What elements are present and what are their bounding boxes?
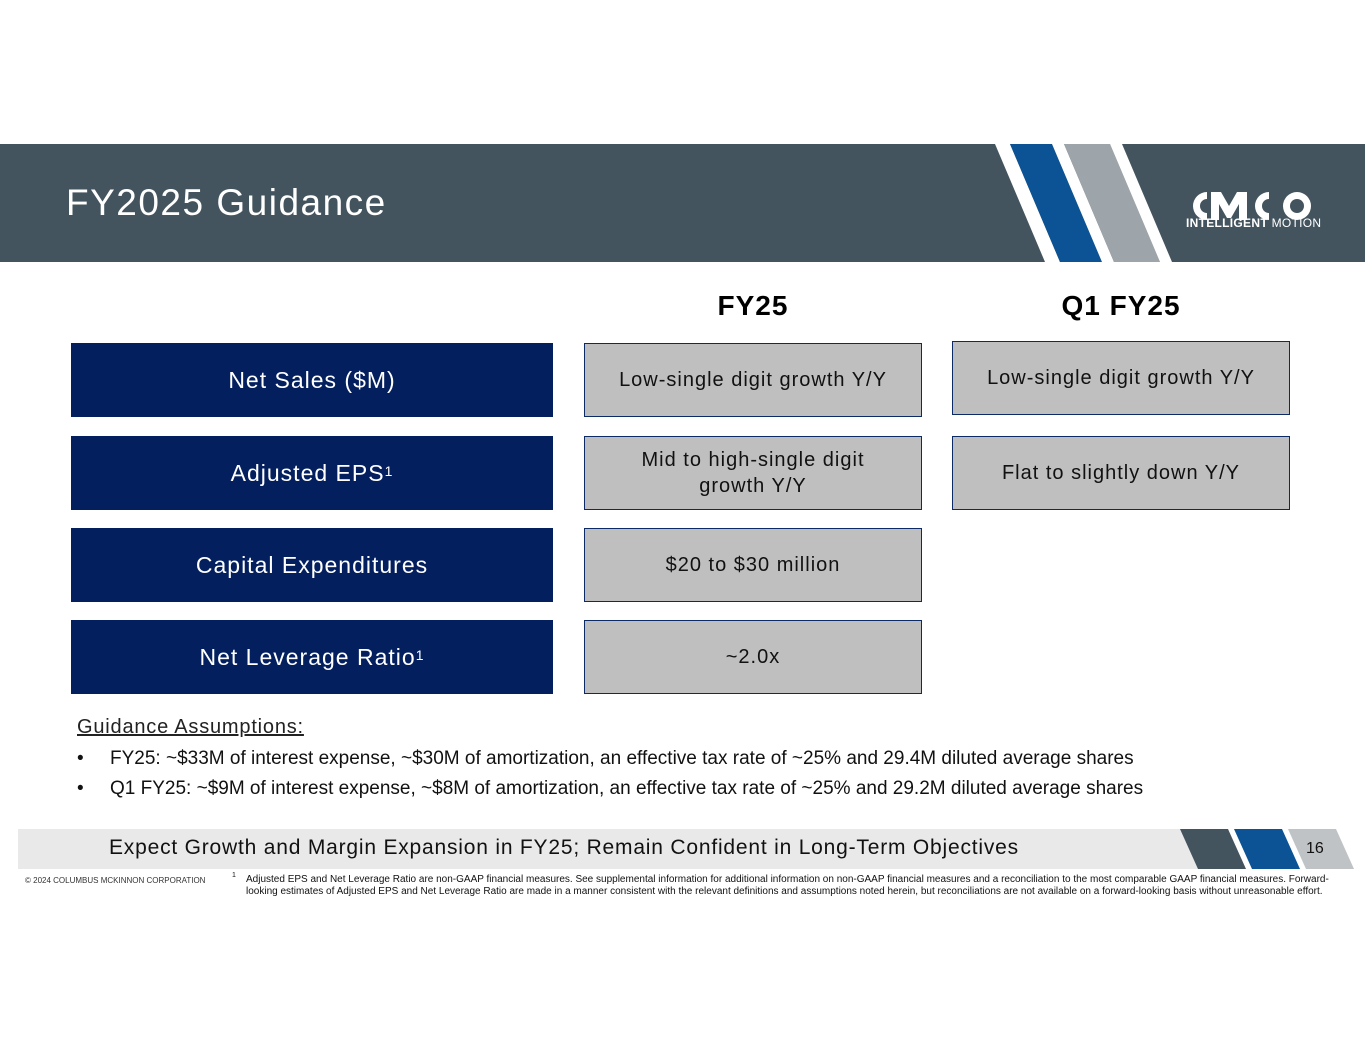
value-text: Flat to slightly down Y/Y — [1001, 462, 1241, 484]
row-label-net-leverage-ratio — [71, 620, 553, 694]
logo-tagline-light: MOTION — [1271, 216, 1322, 230]
assumption-item — [77, 748, 1134, 770]
value-text: ~2.0x — [725, 646, 781, 668]
value-text: Low-single digit growth Y/Y — [619, 369, 887, 391]
assumption-text: Q1 FY25: ~$9M of interest expense, ~$8M of amortization, an effective tax rate of ~25% and 29.2M diluted average shares — [110, 778, 1144, 799]
footer-stripe-blue — [1234, 829, 1300, 869]
row-label-text: Capital Expenditures — [195, 551, 429, 578]
fy25-net-leverage-value — [584, 620, 922, 694]
q1-adjusted-eps-value — [952, 436, 1290, 510]
page-title: FY2025 Guidance — [66, 182, 387, 223]
value-text: Low-single digit growth Y/Y — [987, 367, 1255, 389]
logo-tagline — [1186, 216, 1321, 230]
value-text: Mid to high-single digit growth Y/Y — [641, 449, 865, 497]
footer-stripes — [1170, 829, 1360, 869]
footnote-ref: 1 — [415, 647, 425, 663]
fy25-net-sales-value — [584, 343, 922, 417]
q1-net-sales-value — [952, 341, 1290, 415]
row-label-net-sales — [71, 343, 553, 417]
footnote-text: Adjusted EPS and Net Leverage Ratio are non-GAAP financial measures. See supplemental information for additional information on non-GAAP financial measures and a reconciliation to the most comparable GAAP financial measures. Forward-looking estimates of Adjusted EPS and Net Leverage Ratio are made in a manner consistent with the relevant definitions and assumptions noted herein, but reconciliations are not available on a forward-looking basis without unreasonable effort. — [246, 874, 1329, 897]
footnote-marker: 1 — [232, 872, 236, 879]
assumption-item — [77, 778, 1143, 800]
bullet-marker: • — [77, 748, 84, 769]
assumption-text: FY25: ~$33M of interest expense, ~$30M of amortization, an effective tax rate of ~25% and 29.4M diluted average shares — [110, 748, 1134, 769]
row-label-text: Adjusted EPS — [230, 459, 385, 486]
footer-stripe-dark — [1180, 829, 1246, 869]
column-header-fy25: FY25 — [717, 290, 789, 321]
row-label-text: Net Sales ($M) — [228, 366, 396, 393]
row-label-capital-expenditures — [71, 528, 553, 602]
page-number: 16 — [1306, 840, 1324, 857]
logo-tagline-bold: INTELLIGENT — [1186, 216, 1268, 230]
copyright-notice: © 2024 COLUMBUS MCKINNON CORPORATION — [25, 876, 206, 885]
bullet-marker: • — [77, 778, 84, 799]
assumptions-title: Guidance Assumptions: — [77, 716, 304, 738]
fy25-capex-value — [584, 528, 922, 602]
value-text: $20 to $30 million — [665, 554, 841, 576]
slide-header — [0, 144, 1365, 262]
column-header-q1fy25: Q1 FY25 — [1061, 290, 1181, 321]
summary-banner-text: Expect Growth and Margin Expansion in FY25; Remain Confident in Long-Term Objectives — [109, 836, 1019, 859]
row-label-text: Net Leverage Ratio — [199, 643, 416, 670]
row-label-adjusted-eps — [71, 436, 553, 510]
fy25-adjusted-eps-value — [584, 436, 922, 510]
footnote-ref: 1 — [384, 463, 394, 479]
